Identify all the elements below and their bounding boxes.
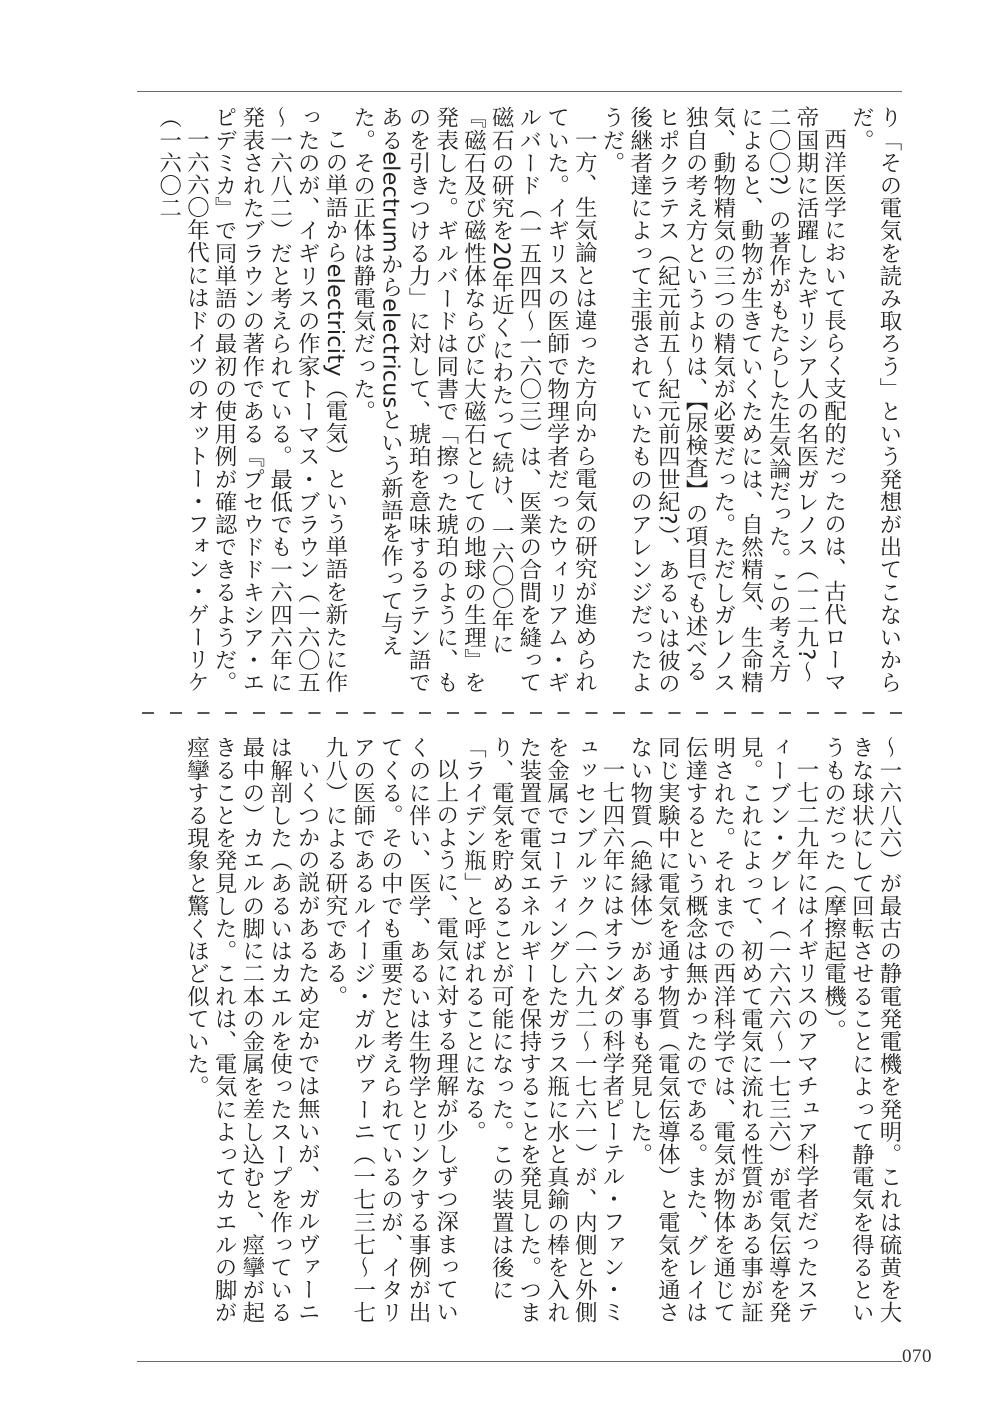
top-rule [137, 91, 902, 92]
upper-text-block [137, 106, 902, 696]
upper-paragraph-1: り「その電気を読み取ろう」という発想が出てこないからだ。 [848, 106, 902, 694]
upper-paragraph-3: 一方、生気論とは違った方向から電気の研究が進められていた。イギリスの医師で物理学者だったウィリアム・ギルバード（一五四四～一六〇三）は、医業の合間を縫って磁石の研究を20年近くにわたって続け、一六〇〇年に『磁石及び磁性体ならびに大磁石としての地球の生理』を発表した。ギルバードは同書で「擦った琥珀のように、ものを引きつける力」に対して、琥珀を意味するラテン語であるelectrumからelectricusという新語を作って与えた。その正体は静電気だった。 [349, 106, 598, 694]
lower-paragraph-5: いくつかの説があるため定かでは無いが、ガルヴァーニは解剖した（あるいはカエルを使ったスープを作っている最中の）カエルの脚に二本の金属を差し込むと、痙攣が起きることを発見した。これは、電気によってカエルの脚が痙攣する現象と驚くほど似ていた。 [183, 736, 321, 1324]
lower-paragraph-1: ～一六八六）が最古の静電発電機を発明。これは硫黄を大きな球状にして回転させることによって静電気を得るというものだった（摩擦起電機）。 [820, 736, 902, 1324]
upper-paragraph-2: 西洋医学において長らく支配的だったのは、古代ローマ帝国期に活躍したギリシア人の名医ガレノス（一二九?～二〇〇?）の著作がもたらした生気論だった。この考え方によると、動物が生きていくためには、自然精気、生命精気、動物精気の三つの精気が必要だった。ただしガレノス独自の考え方というよりは、【尿検査】の項目でも述べるヒポクラテス（紀元前五～紀元前四世紀?）、あるいは彼の後継者達によって主張されていたもののアレンジだったようだ。 [598, 106, 847, 695]
lower-text-block [137, 736, 902, 1336]
lower-paragraph-2: 一七二九年にはイギリスのアマチュア科学者だったスティーブン・グレイ（一六六六～一七三六）が電気伝導を発見。これによって、初めて電気に流れる性質がある事が証明された。それまでの西洋科学では、電気が物体を通じて伝達するという概念は無かったのである。また、グレイは同じ実験中に電気を通す物質（電気伝導体）と電気を通さない物質（絶縁体）がある事も発見した。 [626, 736, 819, 1324]
bottom-rule [137, 1361, 902, 1362]
upper-paragraph-4: この単語からelectricity（電気）という単語を新たに作ったのが、イギリスの作家トーマス・ブラウン（一六〇五～一六八二）だと考えられている。最低でも一六四六年に発表されたブラウンの著作である『プセウドドキシア・エピデミカ』で同単語の最初の使用例が確認できるようだ。 [211, 106, 348, 694]
upper-paragraph-5: 一六六〇年代にはドイツのオットー・フォン・ゲーリケ（一六〇二 [155, 106, 210, 694]
tier-divider [137, 712, 902, 714]
lower-paragraph-4: 以上のように、電気に対する理解が少しずつ深まっていくのに伴い、医学、あるいは生物学とリンクする事例が出てくる。その中でも重要だと考えられているのが、イタリアの医師であるルイージ・ガルヴァーニ（一七三七～一七九八）による研究である。 [321, 736, 459, 1324]
page-number: 070 [902, 1346, 932, 1367]
lower-paragraph-3: 一七四六年にはオランダの科学者ピーテル・ファン・ミュッセンブルック（一六九二～一七六一）が、内側と外側を金属でコーティングしたガラス瓶に水と真鍮の棒を入れた装置で電気エネルギーを保持することを発見した。つまり、電気を貯めることが可能になった。この装置は後に「ライデン瓶」と呼ばれることになる。 [460, 736, 625, 1324]
